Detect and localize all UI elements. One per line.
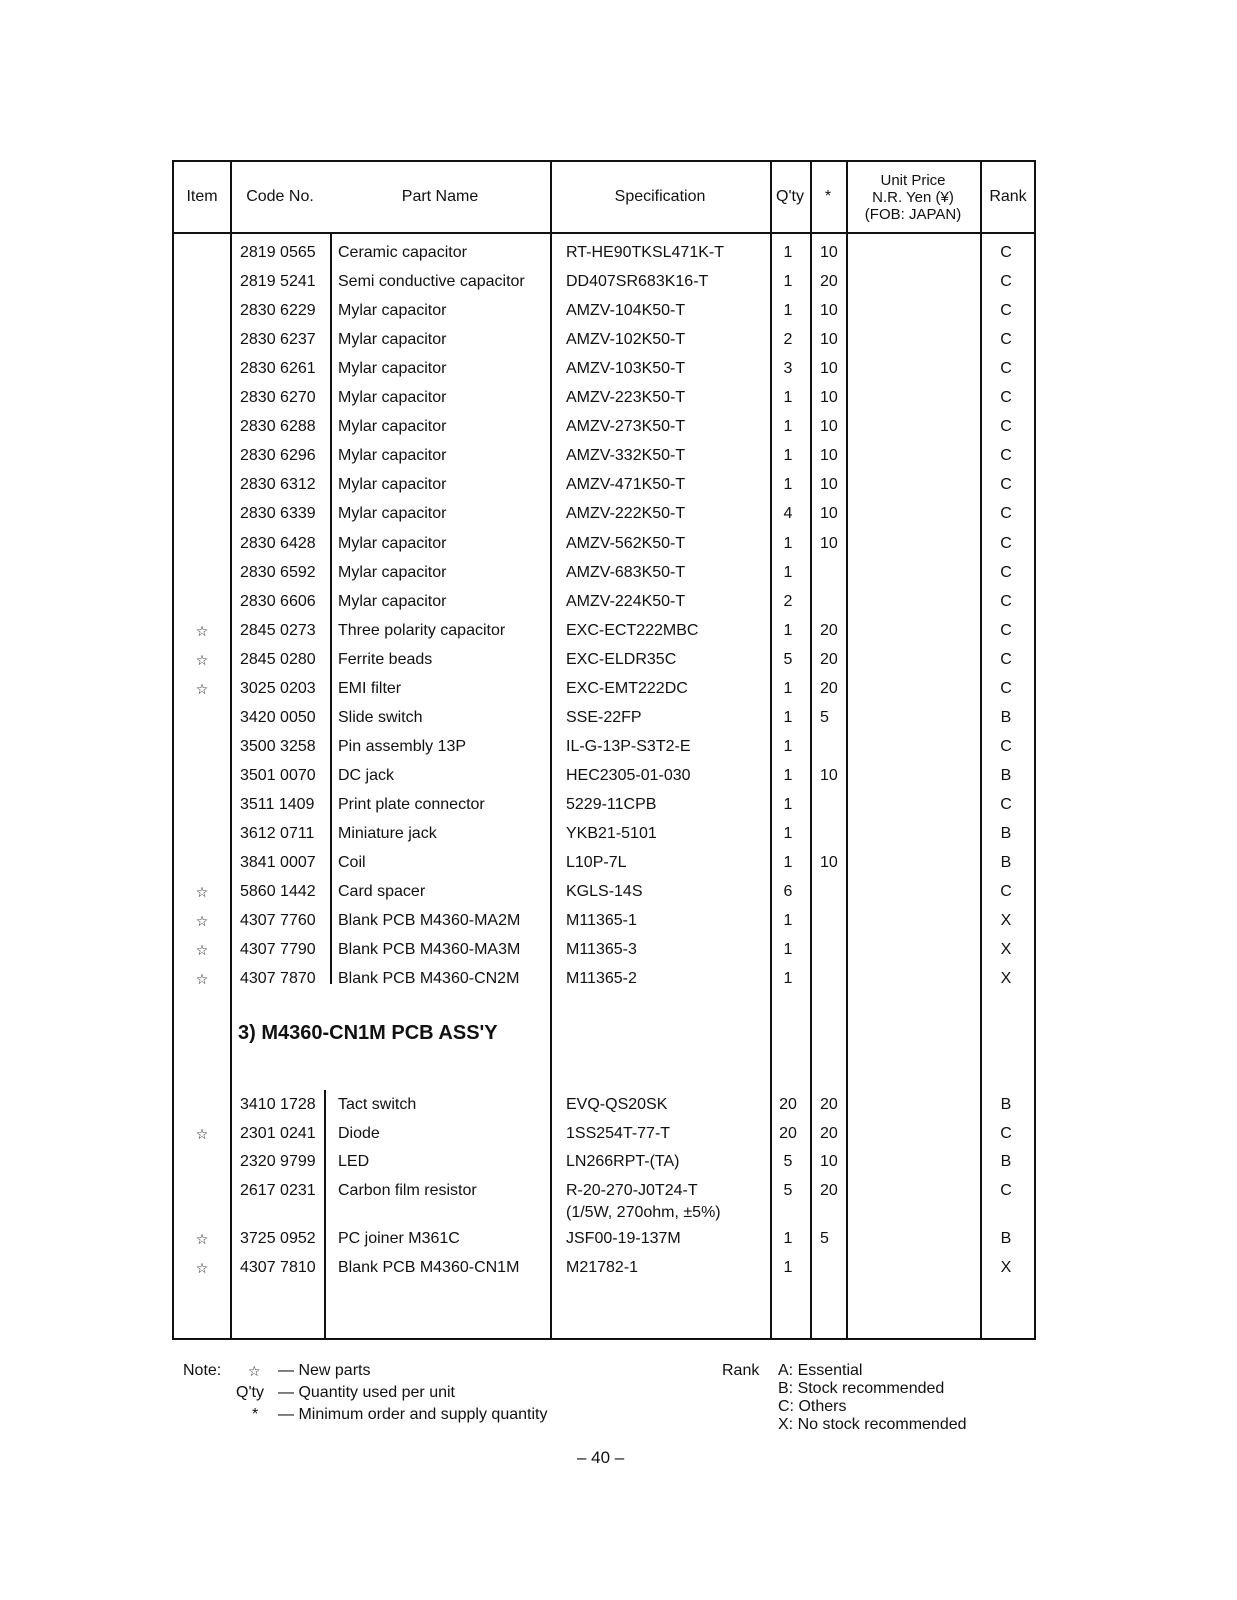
quantity: 1 (783, 708, 793, 726)
page-number: – 40 – (577, 1448, 625, 1467)
header-specification: Specification (614, 188, 706, 205)
specification: KGLS-14S (566, 883, 643, 901)
note-qty: — Quantity used per unit (278, 1384, 455, 1401)
code-number: 3612 0711 (240, 825, 315, 842)
min-order-qty: 10 (820, 331, 838, 349)
part-name: Mylar capacitor (338, 360, 447, 378)
rank: C (1000, 418, 1012, 436)
table-row (174, 1149, 1034, 1178)
table-row (174, 531, 1034, 560)
part-name: Miniature jack (338, 825, 437, 842)
table-row (174, 1092, 1034, 1121)
min-order-qty: 10 (820, 476, 838, 494)
note-new-parts: — New parts (278, 1362, 371, 1379)
quantity: 1 (783, 621, 793, 639)
part-name: Blank PCB M4360-MA3M (338, 941, 521, 959)
min-order-qty: 20 (820, 650, 838, 668)
code-number: 2845 0273 (240, 621, 316, 639)
rank: C (1000, 389, 1012, 407)
rank: B (1000, 825, 1012, 842)
min-order-qty: 10 (820, 244, 838, 261)
rank: C (1000, 650, 1012, 668)
rank: C (1000, 505, 1012, 523)
code-number: 3511 1409 (240, 795, 315, 813)
part-name: Blank PCB M4360-CN1M (338, 1259, 520, 1276)
header-price-line2: N.R. Yen (¥) (872, 188, 954, 206)
rank: C (1000, 563, 1012, 581)
specification: EXC-ELDR35C (566, 650, 677, 668)
table-row (174, 647, 1034, 676)
new-part-star-icon: ☆ (195, 1125, 209, 1142)
table-row (174, 937, 1034, 966)
rank: C (1000, 331, 1012, 349)
specification: M11365-3 (566, 941, 637, 959)
table-row (174, 501, 1034, 530)
specification: EVQ-QS20SK (566, 1096, 668, 1113)
specification: LN266RPT-(TA) (566, 1153, 680, 1171)
table-row (174, 821, 1034, 850)
min-order-qty: 10 (820, 447, 838, 465)
new-part-star-icon: ☆ (195, 680, 209, 697)
rank: C (1000, 1124, 1012, 1142)
note-qty-symbol: Q'ty (236, 1384, 264, 1401)
specification: R-20-270-J0T24-T (566, 1181, 698, 1199)
header-item: Item (186, 188, 218, 205)
code-number: 2830 6428 (240, 534, 316, 552)
rank: C (1000, 476, 1012, 494)
code-number: 3725 0952 (240, 1230, 316, 1248)
quantity: 5 (783, 1181, 793, 1199)
specification: 5229-11CPB (566, 795, 657, 813)
table-row (174, 966, 1034, 995)
quantity: 1 (783, 795, 793, 813)
header-rule (174, 232, 1034, 234)
specification: 1SS254T-77-T (566, 1124, 671, 1142)
code-number: 4307 7810 (240, 1259, 316, 1276)
part-name: Blank PCB M4360-CN2M (338, 970, 520, 988)
part-name: Ferrite beads (338, 650, 433, 668)
min-order-qty: 20 (820, 1096, 838, 1113)
parts-table (172, 160, 1036, 1340)
table-row (174, 327, 1034, 356)
rank: X (1000, 970, 1012, 988)
rank-x: X: No stock recommended (778, 1416, 967, 1433)
rank: C (1000, 883, 1012, 901)
specification: AMZV-273K50-T (566, 418, 686, 436)
rank: B (1000, 1096, 1012, 1113)
rank: B (1000, 766, 1012, 784)
table-row (174, 792, 1034, 821)
specification: IL-G-13P-S3T2-E (566, 737, 691, 755)
table-row (174, 705, 1034, 734)
table-row (174, 1178, 1034, 1221)
quantity: 1 (783, 418, 793, 436)
min-order-qty: 20 (820, 679, 838, 697)
specification: M21782-1 (566, 1259, 639, 1276)
code-number: 2830 6339 (240, 505, 316, 523)
min-order-qty: 10 (820, 505, 838, 523)
table-row (174, 676, 1034, 705)
rank-label: Rank (722, 1362, 760, 1379)
header-price-line3: (FOB: JAPAN) (864, 205, 962, 223)
quantity: 20 (779, 1124, 797, 1142)
part-name: Print plate connector (338, 795, 485, 813)
specification: EXC-ECT222MBC (566, 621, 699, 639)
header-price-line1: Unit Price (880, 171, 946, 189)
rank: C (1000, 592, 1012, 610)
quantity: 1 (783, 854, 793, 872)
rank: C (1000, 737, 1012, 755)
part-name: Mylar capacitor (338, 331, 447, 349)
table-row (174, 269, 1034, 298)
min-order-qty: 10 (820, 418, 838, 436)
code-number: 2830 6270 (240, 389, 316, 407)
new-part-star-icon: ☆ (195, 884, 209, 901)
quantity: 1 (783, 1259, 793, 1276)
note-min-symbol: * (252, 1406, 259, 1423)
rank: C (1000, 1181, 1012, 1199)
quantity: 1 (783, 737, 793, 755)
table-row (174, 385, 1034, 414)
min-order-qty: 10 (820, 360, 838, 378)
code-number: 2830 6229 (240, 302, 316, 320)
rank: C (1000, 273, 1012, 291)
quantity: 6 (783, 883, 793, 901)
code-number: 2301 0241 (240, 1124, 316, 1142)
part-name: PC joiner M361C (338, 1230, 460, 1248)
specification: L10P-7L (566, 854, 627, 872)
section-title: 3) M4360-CN1M PCB ASS'Y (238, 1022, 498, 1044)
quantity: 1 (783, 534, 793, 552)
specification: AMZV-562K50-T (566, 534, 686, 552)
part-name: Semi conductive capacitor (338, 273, 525, 291)
quantity: 5 (783, 1153, 793, 1171)
table-row (174, 298, 1034, 327)
specification: M11365-2 (566, 970, 637, 988)
part-name: Mylar capacitor (338, 302, 447, 320)
specification: HEC2305-01-030 (566, 766, 691, 784)
specification: AMZV-224K50-T (566, 592, 686, 610)
header-min-order: * (824, 188, 832, 205)
part-name: Mylar capacitor (338, 418, 447, 436)
table-row (174, 734, 1034, 763)
quantity: 1 (783, 825, 793, 842)
part-name: Mylar capacitor (338, 389, 447, 407)
code-number: 5860 1442 (240, 883, 316, 901)
code-number: 2617 0231 (240, 1181, 316, 1199)
min-order-qty: 10 (820, 1153, 838, 1171)
quantity: 1 (783, 1230, 793, 1248)
specification: AMZV-683K50-T (566, 563, 686, 581)
part-name: Ceramic capacitor (338, 244, 467, 261)
rank-c: C: Others (778, 1398, 847, 1415)
code-number: 3025 0203 (240, 679, 316, 697)
table-row (174, 560, 1034, 589)
min-order-qty: 10 (820, 302, 838, 320)
specification: M11365-1 (566, 912, 637, 930)
specification: AMZV-223K50-T (566, 389, 686, 407)
rank: C (1000, 679, 1012, 697)
quantity: 1 (783, 563, 793, 581)
code-number: 2819 0565 (240, 244, 316, 261)
header-qty: Q'ty (776, 188, 804, 205)
part-name: EMI filter (338, 679, 402, 697)
rank: X (1000, 941, 1012, 959)
part-name: Pin assembly 13P (338, 737, 467, 755)
rank: C (1000, 360, 1012, 378)
quantity: 1 (783, 244, 793, 261)
rank: C (1000, 534, 1012, 552)
notes-label: Note: (183, 1362, 222, 1379)
quantity: 1 (783, 941, 793, 959)
specification: AMZV-102K50-T (566, 331, 686, 349)
new-part-star-icon: ☆ (195, 971, 209, 988)
code-number: 2320 9799 (240, 1153, 316, 1171)
table-row (174, 618, 1034, 647)
specification: SSE-22FP (566, 708, 642, 726)
quantity: 1 (783, 302, 793, 320)
table-row (174, 879, 1034, 908)
quantity: 1 (783, 970, 793, 988)
rank: X (1000, 912, 1012, 930)
quantity: 1 (783, 766, 793, 784)
part-name: Three polarity capacitor (338, 621, 506, 639)
specification: DD407SR683K16-T (566, 273, 709, 291)
table-row (174, 414, 1034, 443)
min-order-qty: 20 (820, 1124, 838, 1142)
code-number: 3420 0050 (240, 708, 316, 726)
quantity: 1 (783, 912, 793, 930)
code-number: 3501 0070 (240, 766, 316, 784)
rank: B (1000, 708, 1012, 726)
quantity: 1 (783, 679, 793, 697)
rank: B (1000, 1153, 1012, 1171)
specification: RT-HE90TKSL471K-T (566, 244, 724, 261)
part-name: Mylar capacitor (338, 476, 447, 494)
rank: X (1000, 1259, 1012, 1276)
table-row (174, 589, 1034, 618)
min-order-qty: 10 (820, 854, 838, 872)
code-number: 2830 6261 (240, 360, 316, 378)
part-name: Mylar capacitor (338, 592, 447, 610)
part-name: Mylar capacitor (338, 563, 447, 581)
part-name: Coil (338, 854, 366, 872)
rank-b: B: Stock recommended (778, 1380, 945, 1397)
specification: AMZV-104K50-T (566, 302, 686, 320)
quantity: 1 (783, 447, 793, 465)
part-name: Slide switch (338, 708, 423, 726)
min-order-qty: 10 (820, 389, 838, 407)
quantity: 2 (783, 592, 793, 610)
code-number: 4307 7760 (240, 912, 316, 930)
header-code: Code No. (246, 188, 314, 205)
new-part-star-icon: ☆ (195, 651, 209, 668)
quantity: 2 (783, 331, 793, 349)
code-number: 2819 5241 (240, 273, 316, 291)
quantity: 4 (783, 505, 793, 523)
table-row (174, 1121, 1034, 1150)
specification: EXC-EMT222DC (566, 679, 688, 697)
part-name: Card spacer (338, 883, 426, 901)
rank: C (1000, 302, 1012, 320)
code-number: 2830 6296 (240, 447, 316, 465)
part-name: Tact switch (338, 1096, 417, 1113)
specification-detail: (1/5W, 270ohm, ±5%) (566, 1203, 721, 1221)
code-number: 3410 1728 (240, 1096, 316, 1113)
header-part-name: Part Name (401, 188, 479, 205)
code-number: 4307 7790 (240, 941, 316, 959)
table-row (174, 763, 1034, 792)
rank: B (1000, 1230, 1012, 1248)
quantity: 1 (783, 273, 793, 291)
table-row (174, 1226, 1034, 1255)
rank: C (1000, 244, 1012, 261)
code-number: 3500 3258 (240, 737, 316, 755)
code-number: 3841 0007 (240, 854, 316, 872)
specification: AMZV-222K50-T (566, 505, 686, 523)
specification: AMZV-471K50-T (566, 476, 686, 494)
specification: AMZV-103K50-T (566, 360, 686, 378)
table-row (174, 850, 1034, 879)
part-name: LED (338, 1153, 370, 1171)
quantity: 1 (783, 389, 793, 407)
quantity: 5 (783, 650, 793, 668)
new-part-star-icon: ☆ (195, 942, 209, 959)
code-number: 2830 6312 (240, 476, 316, 494)
part-name: Mylar capacitor (338, 447, 447, 465)
min-order-qty: 5 (820, 708, 829, 726)
code-number: 2845 0280 (240, 650, 316, 668)
code-number: 2830 6606 (240, 592, 316, 610)
quantity: 1 (783, 476, 793, 494)
min-order-qty: 20 (820, 1181, 838, 1199)
specification: AMZV-332K50-T (566, 447, 686, 465)
min-order-qty: 10 (820, 534, 838, 552)
part-name: Mylar capacitor (338, 505, 447, 523)
table-row (174, 356, 1034, 385)
min-order-qty: 20 (820, 621, 838, 639)
part-name: Blank PCB M4360-MA2M (338, 912, 521, 930)
rank: C (1000, 621, 1012, 639)
code-number: 2830 6237 (240, 331, 316, 349)
specification: YKB21-5101 (566, 825, 657, 842)
new-part-star-icon: ☆ (195, 622, 209, 639)
rank: B (1000, 854, 1012, 872)
code-number: 2830 6288 (240, 418, 316, 436)
rank: C (1000, 795, 1012, 813)
code-number: 4307 7870 (240, 970, 316, 988)
part-name: Diode (338, 1124, 380, 1142)
table-row (174, 908, 1034, 937)
part-name: Carbon film resistor (338, 1181, 477, 1199)
quantity: 20 (779, 1096, 797, 1113)
header-rank: Rank (989, 188, 1027, 205)
part-name: Mylar capacitor (338, 534, 447, 552)
min-order-qty: 20 (820, 273, 838, 291)
table-row (174, 472, 1034, 501)
new-parts-star-icon: ☆ (248, 1363, 261, 1379)
code-number: 2830 6592 (240, 563, 316, 581)
new-part-star-icon: ☆ (195, 1260, 209, 1276)
specification: JSF00-19-137M (566, 1230, 681, 1248)
rank: C (1000, 447, 1012, 465)
new-part-star-icon: ☆ (195, 913, 209, 930)
min-order-qty: 10 (820, 766, 838, 784)
rank-a: A: Essential (778, 1362, 863, 1379)
table-row (174, 443, 1034, 472)
quantity: 3 (783, 360, 793, 378)
table-row (174, 240, 1034, 269)
part-name: DC jack (338, 766, 395, 784)
header-unit-price (846, 162, 980, 232)
new-part-star-icon: ☆ (195, 1231, 209, 1248)
table-row (174, 1255, 1034, 1284)
note-min-order: — Minimum order and supply quantity (278, 1406, 548, 1423)
min-order-qty: 5 (820, 1230, 829, 1248)
